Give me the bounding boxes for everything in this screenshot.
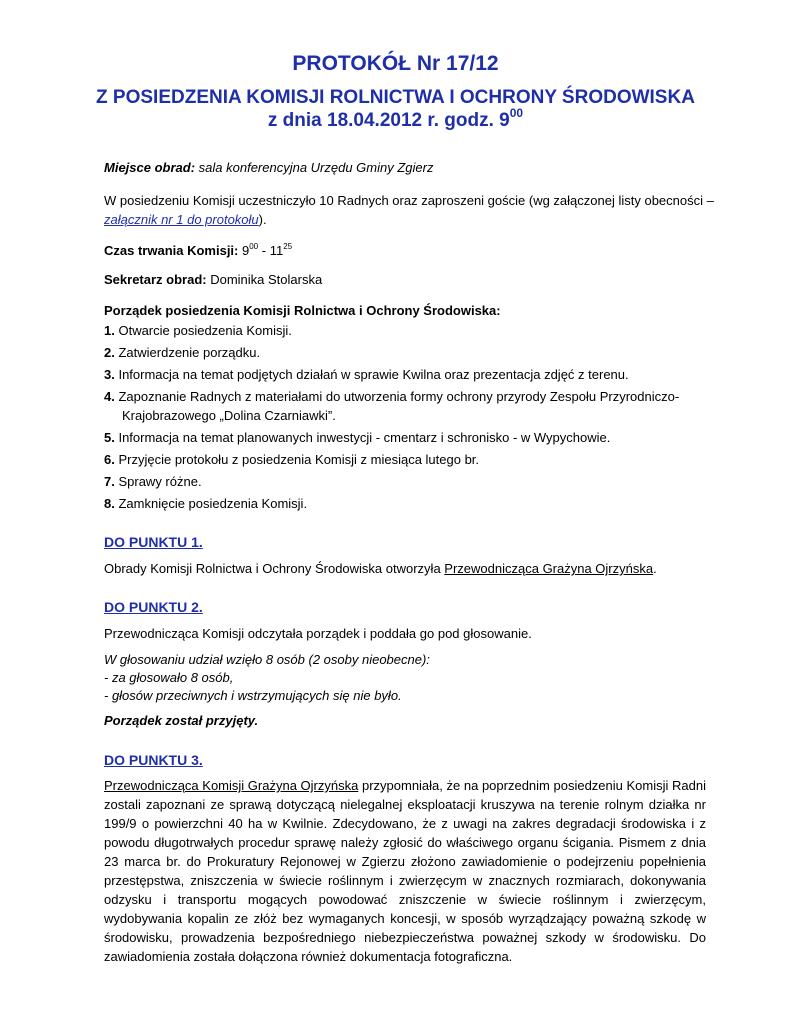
attendance-text: W posiedzeniu Komisji uczestniczyło 10 Radnych oraz zaproszeni goście (wg załączonej listy obecności – <box>104 193 714 208</box>
attendance-line2 <box>104 212 267 227</box>
attachment-link[interactable]: załącznik nr 1 do protokołu <box>104 212 259 227</box>
agenda-item: 5. Informacja na temat planowanych inwestycji - cmentarz i schronisko - w Wypychowie. <box>104 430 611 445</box>
section-heading-2: DO PUNKTU 2. <box>104 599 203 615</box>
vote-result: Porządek został przyjęty. <box>104 713 259 728</box>
section-heading-1: DO PUNKTU 1. <box>104 534 203 550</box>
agenda-item: 8. Zamknięcie posiedzenia Komisji. <box>104 496 308 511</box>
document-subtitle <box>0 86 791 132</box>
agenda-item: 6. Przyjęcie protokołu z posiedzenia Komisji z miesiąca lutego br. <box>104 452 480 467</box>
subtitle-time-sup: 00 <box>509 106 524 120</box>
agenda-item: 4. Zapoznanie Radnych z materiałami do utworzenia formy ochrony przyrody Zespołu Przyrodniczo- <box>104 389 680 404</box>
subtitle-line2: z dnia 18.04.2012 r. godz. 9 <box>267 110 510 131</box>
agenda-item-continuation: Krajobrazowego „Dolina Czarniawki”. <box>122 408 336 423</box>
duration-end-sup: 25 <box>283 242 293 251</box>
section-3-paragraph: Przewodnicząca Komisji Grażyna Ojrzyńska przypomniała, że na poprzednim posiedzeniu Komisji Radni zostali zapoznani ze sprawą dotyczącą nielegalnej eksploatacji kruszywa na terenie rolnym działka nr 199/9 o powierzchni 40 ha w Kwilnie. Zdecydowano, że z uwagi na zakres degradacji środowiska i z powodu długotrwałych procedur sprawę należy zgłosić do właściwego organu ścigania. Pismem z dnia 23 marca br. do Prokuratury Rejonowej w Zgierzu złożono zawiadomienie o podejrzeniu popełnienia przestępstwa, zniszczenia w świecie roślinnym i zwierzęcym w znacznych rozmiarach, dokonywania odzysku i transportu mogących powodować zniszczenie w świecie roślinnym i zwierzęcym, wydobywania kopalin ze złóż bez wymaganych koncesji, w sposób wyrządzający poważną szkodę w środowisku, prowadzenia bezpośredniego niebezpieczeństwa poważnej szkody w środowisku. Do zawiadomienia została dołączona również dokumentacja fotograficzna. <box>104 778 706 964</box>
agenda-item: 3. Informacja na temat podjętych działań w sprawie Kwilna oraz prezentacja zdjęć z terenu. <box>104 367 629 382</box>
duration-label: Czas trwania Komisji: <box>104 243 239 258</box>
agenda-heading: Porządek posiedzenia Komisji Rolnictwa i Ochrony Środowiska: <box>104 303 501 318</box>
chairperson-name: Przewodnicząca Komisji Grażyna Ojrzyńska <box>104 778 359 793</box>
subtitle-line1: Z POSIEDZENIA KOMISJI ROLNICTWA I OCHRONY ŚRODOWISKA <box>96 87 695 108</box>
duration-start: 9 <box>242 243 250 258</box>
place-label: Miejsce obrad: <box>104 160 196 175</box>
duration-start-sup: 00 <box>249 242 259 251</box>
section-heading-3: DO PUNKTU 3. <box>104 752 203 768</box>
vote-summary: W głosowaniu udział wzięło 8 osób (2 osoby nieobecne): <box>104 652 430 667</box>
duration-sep: - 11 <box>258 243 284 258</box>
place-value: sala konferencyjna Urzędu Gminy Zgierz <box>198 160 434 175</box>
secretary-label: Sekretarz obrad: <box>104 272 207 287</box>
document-title: PROTOKÓŁ Nr 17/12 <box>292 52 499 75</box>
meeting-duration <box>104 243 292 258</box>
agenda-item: 1. Otwarcie posiedzenia Komisji. <box>104 323 292 338</box>
secretary-value: Dominika Stolarska <box>210 272 323 287</box>
chairperson-name: Przewodnicząca Grażyna Ojrzyńska <box>444 561 654 576</box>
vote-for: - za głosowało 8 osób, <box>104 670 234 685</box>
agenda-item: 7. Sprawy różne. <box>104 474 202 489</box>
meeting-place <box>104 160 433 175</box>
section-2-text: Przewodnicząca Komisji odczytała porządek i poddała go pod głosowanie. <box>104 626 532 641</box>
attendance-end: ). <box>258 212 267 227</box>
meeting-secretary <box>104 272 322 287</box>
agenda-item: 2. Zatwierdzenie porządku. <box>104 345 261 360</box>
section-1-text: Obrady Komisji Rolnictwa i Ochrony Środowiska otworzyła Przewodnicząca Grażyna Ojrzyńska. <box>104 561 657 576</box>
vote-against: - głosów przeciwnych i wstrzymujących się nie było. <box>104 688 402 703</box>
